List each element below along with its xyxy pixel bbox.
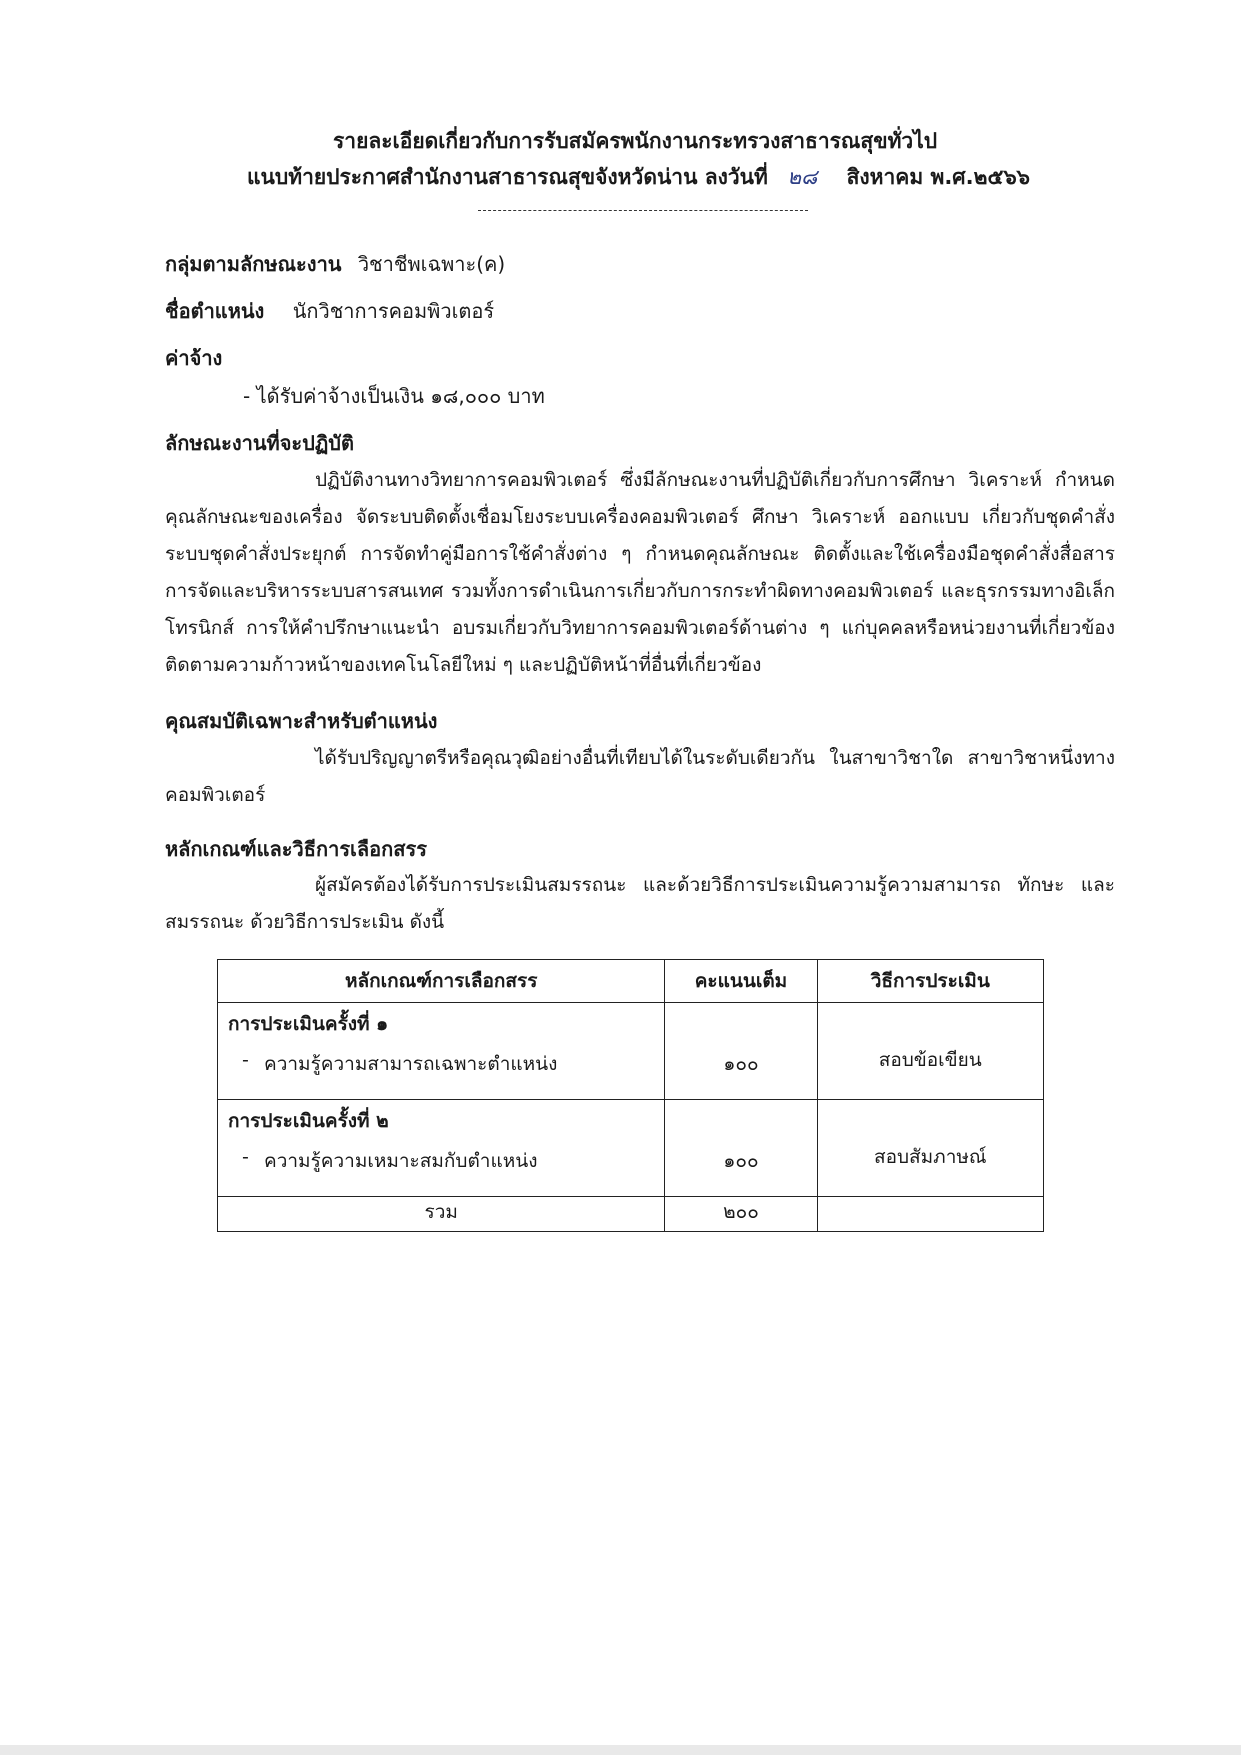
selection-heading: หลักเกณฑ์และวิธีการเลือกสรร: [165, 837, 427, 861]
table-cell-score: [665, 1003, 817, 1100]
round-label: การประเมินครั้งที่ ๒: [228, 1110, 389, 1132]
position-row: [165, 297, 494, 325]
round-item: ความรู้ความเหมาะสมกับตำแหน่ง: [264, 1150, 538, 1172]
total-score: ๒๐๐: [665, 1197, 817, 1232]
table-header-score: คะแนนเต็ม: [665, 960, 817, 1003]
group-value: วิชาชีพเฉพาะ(ค): [357, 252, 506, 276]
qualifications-heading: คุณสมบัติเฉพาะสำหรับตำแหน่ง: [165, 709, 438, 733]
score-value: ๑๐๐: [723, 1053, 759, 1075]
table-cell-score: [665, 1100, 817, 1197]
header-line-1: รายละเอียดเกี่ยวกับการรับสมัครพนักงานกระทรวงสาธารณสุขทั่วไป: [333, 129, 938, 153]
total-method-empty: [817, 1197, 1043, 1232]
item-dash: -: [242, 1049, 249, 1071]
table-cell-method: [817, 1100, 1043, 1197]
position-value: นักวิชาการคอมพิวเตอร์: [292, 299, 495, 323]
handwritten-date: ๒๘: [787, 165, 818, 189]
round-item: ความรู้ความสามารถเฉพาะตำแหน่ง: [264, 1053, 558, 1075]
selection-text: ผู้สมัครต้องได้รับการประเมินสมรรถนะ และด้วยวิธีการประเมินความรู้ความสามารถ ทักษะ และสมรรถนะ ด้วยวิธีการประเมิน ดังนี้: [165, 874, 1115, 933]
position-label: ชื่อตำแหน่ง: [165, 299, 265, 323]
table-row: [218, 1003, 1044, 1100]
total-label: รวม: [218, 1197, 665, 1232]
selection-criteria-table: [217, 959, 1044, 1232]
qualifications-text: ได้รับปริญญาตรีหรือคุณวุฒิอย่างอื่นที่เทียบได้ในระดับเดียวกัน ในสาขาวิชาใด สาขาวิชาหนึ่งทางคอมพิวเตอร์: [165, 747, 1115, 806]
score-value: ๑๐๐: [723, 1150, 759, 1172]
method-value: สอบข้อเขียน: [878, 1049, 982, 1071]
wage-detail: - ได้รับค่าจ้างเป็นเงิน ๑๘,๐๐๐ บาท: [243, 384, 545, 408]
duties-text: ปฏิบัติงานทางวิทยาการคอมพิวเตอร์ ซึ่งมีลักษณะงานที่ปฏิบัติเกี่ยวกับการศึกษา วิเคราะห์ กำหนดคุณลักษณะของเครื่อง จัดระบบติดตั้งเชื่อมโยงระบบเครื่องคอมพิวเตอร์ ศึกษา วิเคราะห์ ออกแบบ เกี่ยวกับชุดคำสั่ง ระบบชุดคำสั่งประยุกต์ การจัดทำคู่มือการใช้คำสั่งต่าง ๆ กำหนดคุณลักษณะ ติดตั้งและใช้เครื่องมือชุดคำสั่งสื่อสาร การจัดและบริหารระบบสารสนเทศ รวมทั้งการดำเนินการเกี่ยวกับการกระทำผิดทางคอมพิวเตอร์ และธุรกรรมทางอิเล็กโทรนิกส์ การให้คำปรึกษาแนะนำ อบรมเกี่ยวกับวิทยาการคอมพิวเตอร์ด้านต่าง ๆ แก่บุคคลหรือหน่วยงานที่เกี่ยวข้อง ติดตามความก้าวหน้าของเทคโนโลยีใหม่ ๆ และปฏิบัติหน้าที่อื่นที่เกี่ยวข้อง: [165, 469, 1115, 676]
table-cell-criteria: [218, 1100, 665, 1197]
scan-edge: [0, 1745, 1241, 1755]
table-cell-criteria: [218, 1003, 665, 1100]
table-total-row: [218, 1197, 1044, 1232]
header-line-2: [247, 163, 1030, 191]
group-row: [165, 250, 505, 278]
table-header-criteria: หลักเกณฑ์การเลือกสรร: [218, 960, 665, 1003]
wage-label: ค่าจ้าง: [165, 346, 223, 370]
table-header-row: [218, 960, 1044, 1003]
round-label: การประเมินครั้งที่ ๑: [228, 1013, 389, 1035]
header-line-2-suffix: สิงหาคม พ.ศ.๒๕๖๖: [846, 165, 1030, 189]
table-row: [218, 1100, 1044, 1197]
duties-heading: ลักษณะงานที่จะปฏิบัติ: [165, 431, 354, 455]
table-cell-method: [817, 1003, 1043, 1100]
method-value: สอบสัมภาษณ์: [873, 1146, 987, 1168]
item-dash: -: [242, 1146, 249, 1168]
table-header-method: วิธีการประเมิน: [817, 960, 1043, 1003]
dashed-separator: [478, 210, 808, 211]
group-label: กลุ่มตามลักษณะงาน: [165, 252, 342, 276]
header-line-2-prefix: แนบท้ายประกาศสำนักงานสาธารณสุขจังหวัดน่าน ลงวันที่: [247, 165, 768, 189]
